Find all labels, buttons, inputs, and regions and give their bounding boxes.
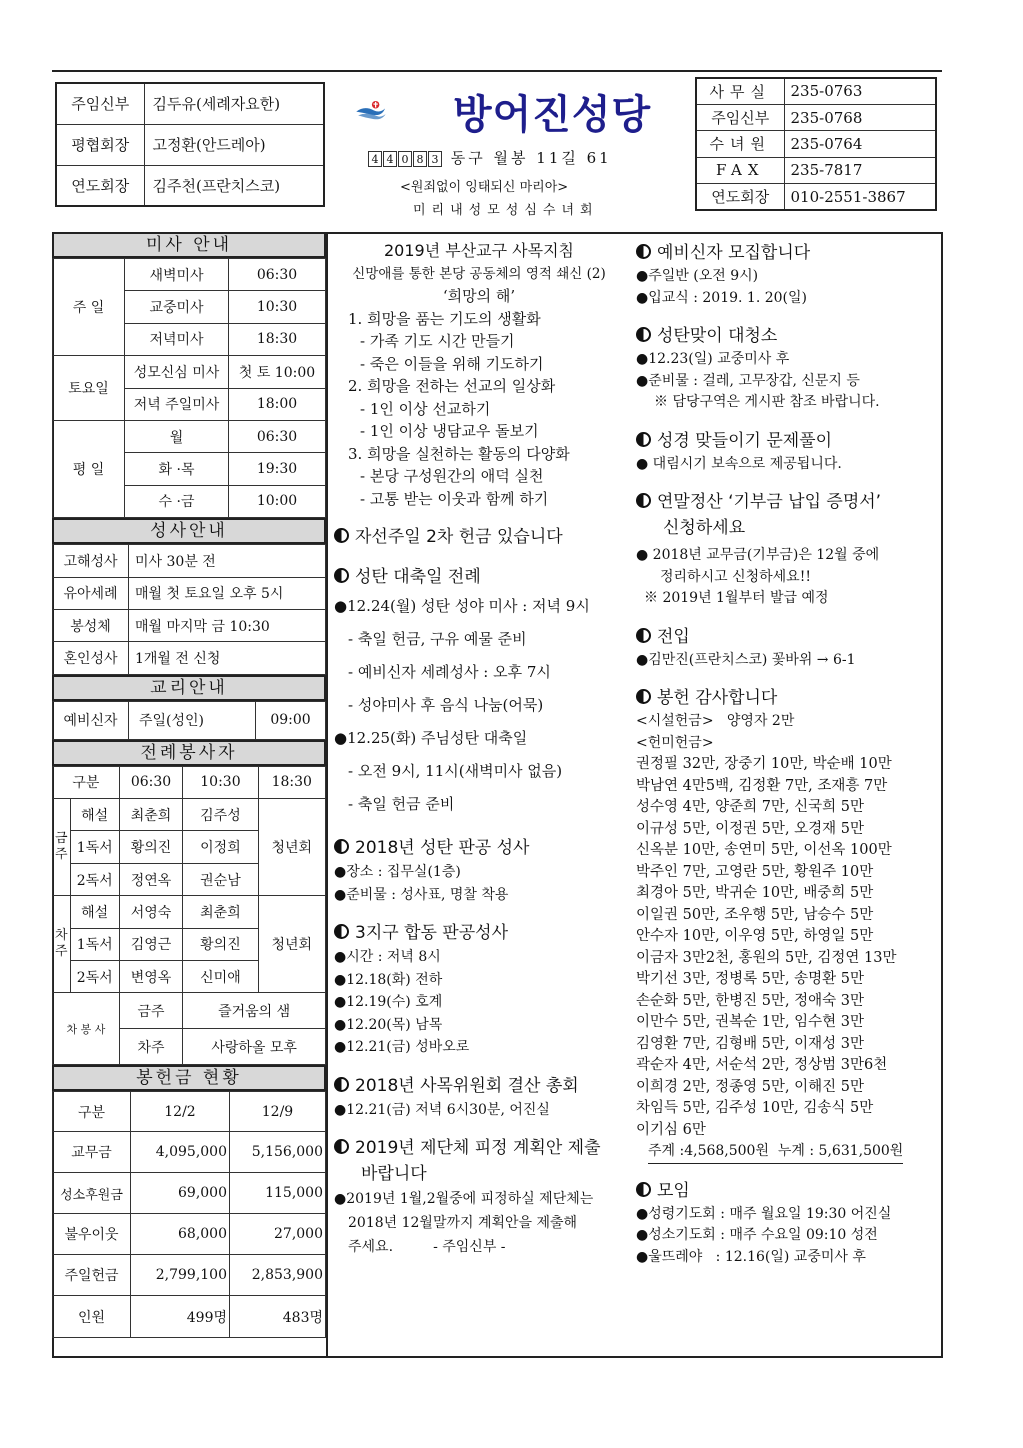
server-role: 해설: [70, 896, 119, 928]
list-item: ●시간 : 저녁 8시: [334, 949, 441, 965]
sacrament-table: [52, 544, 326, 675]
staff-role: 연도회장: [56, 165, 144, 206]
list-item: - 본당 구성원간의 애덕 실천: [360, 467, 544, 485]
heading-text: 성탄 대축일 전례: [355, 567, 481, 587]
mass-table: [52, 258, 326, 518]
table-row: [53, 420, 326, 452]
list-item: ●입교식 : 2019. 1. 20(일): [636, 289, 808, 306]
tea-group: 사랑하올 모후: [183, 1029, 326, 1065]
half-circle-icon: [636, 1182, 651, 1197]
section-heading: [334, 835, 624, 861]
server-role: 해설: [70, 799, 119, 831]
server-name: 서영숙: [119, 896, 183, 928]
offering-amount: 5,156,000: [230, 1132, 326, 1173]
mass-name: 수 ·금: [125, 485, 229, 517]
list-item: ●성소기도회 : 매주 수요일 09:10 성전: [636, 1227, 878, 1243]
section-heading: [636, 1178, 936, 1204]
doctrine-class: 주일(성인): [129, 701, 256, 739]
doctrine-table: [52, 701, 326, 740]
offering-amount: 2,799,100: [131, 1255, 230, 1296]
address: [368, 147, 612, 168]
heading-text: 봉헌 감사합니다: [657, 688, 778, 708]
contact-row: [696, 184, 936, 210]
list-item: ※ 담당구역은 게시판 참조 바랍니다.: [654, 394, 880, 410]
top-rule: [52, 70, 942, 72]
half-circle-icon: [636, 493, 651, 508]
donor-line: 손순화 5만, 한병진 5만, 정애숙 3만: [636, 992, 865, 1009]
list-item: ●12.21(금) 성바오로: [334, 1039, 470, 1055]
section-heading: [334, 920, 624, 946]
list-item: - 오전 9시, 11시(새벽미사 없음): [348, 762, 563, 780]
donor-line: 최경아 5만, 박귀순 10만, 배중희 5만: [636, 885, 874, 901]
heading-text: 신청하세요: [663, 518, 746, 538]
list-item: - 예비신자 세례성사 : 오후 7시: [348, 663, 551, 681]
street-address: 동구 월봉 11길 61: [450, 149, 612, 167]
staff-name: 고정환(안드레아): [144, 124, 324, 165]
donor-line: 이규성 5만, 이정권 5만, 오경재 5만: [636, 820, 865, 837]
contact-row: [696, 131, 936, 157]
half-circle-icon: [636, 244, 651, 259]
half-circle-icon: [334, 1077, 349, 1092]
table-row: [53, 1214, 326, 1255]
contact-label: FAX: [696, 157, 784, 183]
half-circle-icon: [334, 839, 349, 854]
table-row: [53, 642, 326, 674]
heading-text: 예비신자 모집합니다: [657, 243, 811, 263]
server-name: 권순남: [183, 863, 258, 895]
offering-table: [52, 1091, 326, 1338]
server-name: 신미애: [183, 961, 258, 993]
col-header: 18:30: [258, 766, 325, 798]
offering-totals: 주계 :4,568,500원 누계 : 5,631,500원: [648, 1141, 903, 1164]
server-role: 1독서: [70, 928, 119, 960]
zip-digit: 8: [413, 151, 427, 167]
server-name: 정연옥: [119, 863, 183, 895]
tea-label: 차 봉 사: [53, 993, 120, 1065]
list-item: - 축일 헌금 준비: [348, 795, 455, 813]
offering-category: 교무금: [53, 1132, 131, 1173]
staff-name: 김두유(세례자요한): [144, 83, 324, 124]
section-heading: [334, 524, 624, 550]
section-heading: [636, 428, 936, 454]
doctrine-time: 09:00: [256, 701, 326, 739]
list-item: 정리하시고 신청하세요!!: [660, 568, 811, 585]
contact-value: 235-0764: [784, 131, 936, 157]
zip-digit: 0: [398, 151, 412, 167]
week-label: 금주: [53, 799, 71, 896]
facility-offering: <시설헌금> 양영자 2만: [636, 713, 795, 729]
donor-line: 곽순자 4만, 서순석 2만, 정상범 3만6천: [636, 1057, 888, 1073]
contact-value: 235-0763: [784, 78, 936, 104]
mass-time: 19:30: [229, 453, 326, 485]
directive-title: 2019년 부산교구 사목지침: [384, 241, 574, 260]
mass-time: 10:30: [229, 291, 326, 323]
list-item: ●12.21(금) 저녁 6시30분, 어진실: [334, 1101, 550, 1118]
staff-role: 평협회장: [56, 124, 144, 165]
zip-digit: 3: [428, 151, 442, 167]
offering-category: 불우이웃: [53, 1214, 131, 1255]
section-heading: [636, 240, 936, 266]
table-row: [53, 1092, 326, 1132]
col-header: 06:30: [119, 766, 183, 798]
staff-role: 주임신부: [56, 83, 144, 124]
server-name: 김영근: [119, 928, 183, 960]
donor-list: [636, 754, 936, 1141]
mass-name: 저녁미사: [125, 323, 229, 355]
donor-line: 박주인 7만, 고영란 5만, 황원주 10만: [636, 863, 874, 880]
heading-text: 2018년 사목위원회 결산 총회: [355, 1075, 579, 1096]
section-heading: [636, 685, 936, 711]
section-heading: [334, 1135, 624, 1161]
donor-line: 권정필 32만, 장중기 10만, 박순배 10만: [636, 756, 892, 772]
directive-year: ‘희망의 해’: [442, 287, 516, 305]
mass-day: 토요일: [53, 356, 125, 421]
contact-table: [695, 77, 937, 211]
contact-label: 수녀원: [696, 131, 784, 157]
table-row: [53, 1132, 326, 1173]
table-row: [53, 993, 326, 1029]
heading-text: 3지구 합동 판공성사: [355, 923, 508, 943]
table-row: [53, 896, 326, 928]
table-row: [53, 1296, 326, 1338]
mass-time: 06:30: [229, 420, 326, 452]
col-header: 구분: [53, 1092, 131, 1132]
server-group: 청년회: [258, 799, 325, 896]
server-name: 변영옥: [119, 961, 183, 993]
donor-line: 이기심 6만: [636, 1121, 706, 1138]
sacrament-heading: 성사안내: [52, 518, 326, 544]
server-name: 최춘희: [183, 896, 258, 928]
offering-amount: 483명: [230, 1296, 326, 1338]
zip-digit: 4: [383, 151, 397, 167]
list-item: ● 대림시기 보속으로 제공됩니다.: [636, 455, 842, 472]
half-circle-icon: [636, 432, 651, 447]
mass-time: 18:30: [229, 323, 326, 355]
section-heading: [334, 1073, 624, 1099]
sacrament-name: 혼인성사: [53, 642, 129, 674]
list-item: - 축일 헌금, 구유 예물 준비: [348, 630, 527, 648]
col-header: 12/2: [131, 1092, 230, 1132]
sacrament-name: 유아세례: [53, 577, 129, 609]
server-name: 황의진: [119, 831, 183, 863]
donor-line: 성수영 4만, 양준희 7만, 신국희 5만: [636, 799, 865, 815]
staff-row: [56, 124, 324, 165]
list-item: 2018년 12월말까지 계획안을 제출해: [348, 1215, 578, 1231]
heading-text: 모임: [657, 1180, 690, 1201]
heading-text: 전입: [657, 626, 690, 647]
half-circle-icon: [334, 1139, 349, 1154]
mass-name: 교중미사: [125, 291, 229, 323]
offering-category: 성소후원금: [53, 1173, 131, 1214]
staff-row: [56, 83, 324, 124]
server-role: 2독서: [70, 863, 119, 895]
sacrament-name: 고해성사: [53, 545, 129, 577]
left-column: [52, 232, 326, 1338]
contact-label: 연도회장: [696, 184, 784, 210]
list-item: ●김만진(프란치스코) 꽃바위 → 6-1: [636, 651, 856, 668]
offering-category: 인원: [53, 1296, 131, 1338]
server-name: 이정희: [183, 831, 258, 863]
list-item: ●준비물 : 성사표, 명찰 착용: [334, 886, 509, 903]
col-header: 구분: [53, 766, 120, 798]
server-name: 김주성: [183, 799, 258, 831]
contact-value: 235-0768: [784, 104, 936, 130]
offering-heading: 봉헌금 현황: [52, 1065, 326, 1091]
list-item: - 1인 이상 선교하기: [360, 399, 491, 418]
mass-time: 06:30: [229, 259, 326, 291]
donor-line: 신옥분 10만, 송연미 5만, 이선옥 100만: [636, 842, 892, 858]
week-label: 차주: [53, 896, 71, 993]
table-row: [53, 701, 326, 739]
contact-row: [696, 104, 936, 130]
mass-name: 화 ·목: [125, 453, 229, 485]
contact-label: 사무실: [696, 78, 784, 104]
mass-name: 새벽미사: [125, 259, 229, 291]
contact-row: [696, 78, 936, 104]
half-circle-icon: [334, 924, 349, 939]
donor-line: 이희경 2만, 정종영 5만, 이해진 5만: [636, 1078, 865, 1095]
table-row: [53, 766, 326, 798]
week-label: 차주: [119, 1029, 183, 1065]
servers-heading: 전례봉사자: [52, 740, 326, 766]
heading-text: 연말정산 ‘기부금 납입 증명서’: [657, 492, 882, 512]
list-item: 1. 희망을 품는 기도의 생활화: [348, 309, 541, 328]
list-item: ●성령기도회 : 매주 월요일 19:30 어진실: [636, 1205, 892, 1222]
section-heading: [636, 624, 936, 650]
donor-line: 이일권 50만, 조우행 5만, 남승수 5만: [636, 906, 874, 923]
list-item: ●12.23(일) 교중미사 후: [636, 351, 790, 367]
devotion-offering: <헌미헌금>: [636, 734, 714, 751]
list-item: - 가족 기도 시간 만들기: [360, 332, 515, 350]
staff-row: [56, 165, 324, 206]
list-item: - 죽은 이들을 위해 기도하기: [360, 354, 544, 373]
heading-text: 바랍니다: [361, 1164, 427, 1184]
table-row: [53, 356, 326, 388]
server-role: 2독서: [70, 961, 119, 993]
offering-category: 주일헌금: [53, 1255, 131, 1296]
table-row: [53, 577, 326, 609]
list-item: - 1인 이상 냉담교우 돌보기: [360, 422, 539, 440]
donor-line: 이금자 3만2천, 홍원의 5만, 김정연 13만: [636, 949, 897, 966]
donor-line: 김영환 7만, 김형배 5만, 이재성 3만: [636, 1035, 865, 1052]
list-item: 주세요. - 주임신부 -: [348, 1239, 506, 1255]
sacrament-detail: 매월 첫 토요일 오후 5시: [129, 577, 326, 609]
heading-text: 2019년 제단체 피정 계획안 제출: [355, 1138, 601, 1158]
list-item: ●주일반 (오전 9시): [636, 268, 759, 284]
religious-order: 미리내성모성심수녀회: [413, 203, 599, 218]
doctrine-heading: 교리안내: [52, 675, 326, 701]
sacrament-detail: 매월 마지막 금 10:30: [129, 609, 326, 641]
list-item: ●울뜨레야 : 12.16(일) 교중미사 후: [636, 1248, 866, 1265]
list-item: 2. 희망을 전하는 선교의 일상화: [348, 377, 556, 395]
staff-name: 김주천(프란치스코): [144, 165, 324, 206]
tea-group: 즐거움의 샘: [183, 993, 326, 1029]
table-row: [53, 799, 326, 831]
server-name: 황의진: [183, 928, 258, 960]
heading-text: 성탄맞이 대청소: [657, 326, 778, 346]
offering-amount: 27,000: [230, 1214, 326, 1255]
col-header: 12/9: [230, 1092, 326, 1132]
half-circle-icon: [636, 327, 651, 342]
server-role: 1독서: [70, 831, 119, 863]
sacrament-name: 봉성체: [53, 609, 129, 641]
section-heading: [636, 489, 936, 515]
mass-name: 월: [125, 420, 229, 452]
contact-value: 235-7817: [784, 157, 936, 183]
half-circle-icon: [636, 689, 651, 704]
contact-row: [696, 157, 936, 183]
zip-digit: 4: [368, 151, 382, 167]
column-divider: [326, 232, 328, 1358]
table-row: [53, 545, 326, 577]
right-column: [636, 240, 936, 1268]
church-name: 방어진성당: [453, 92, 652, 138]
list-item: ●12.25(화) 주님성탄 대축일: [334, 729, 528, 747]
offering-amount: 4,095,000: [131, 1132, 230, 1173]
list-item: ● 2018년 교무금(기부금)은 12월 중에: [636, 547, 880, 563]
server-name: 최춘희: [119, 799, 183, 831]
col-header: 10:30: [183, 766, 258, 798]
donor-line: 박남연 4만5백, 김정환 7만, 조재흥 7만: [636, 777, 888, 794]
list-item: ●장소 : 집무실(1층): [334, 864, 461, 880]
motto: <원죄없이 잉태되신 마리아>: [400, 180, 569, 195]
directive-subtitle: 신망애를 통한 본당 공동체의 영적 쇄신 (2): [352, 265, 606, 282]
list-item: ※ 2019년 1월부터 발급 예정: [644, 590, 829, 606]
list-item: 3. 희망을 실천하는 활동의 다양화: [348, 444, 570, 463]
offering-amount: 2,853,900: [230, 1255, 326, 1296]
list-item: ●12.20(목) 남목: [334, 1016, 443, 1033]
contact-label: 주임신부: [696, 104, 784, 130]
servers-table: [52, 766, 326, 1066]
mass-heading: 미사 안내: [52, 232, 326, 258]
heading-text: 2018년 성탄 판공 성사: [355, 838, 530, 858]
offering-amount: 68,000: [131, 1214, 230, 1255]
sacrament-detail: 미사 30분 전: [129, 545, 326, 577]
half-circle-icon: [334, 568, 349, 583]
mass-time: 18:00: [229, 388, 326, 420]
mass-time: 10:00: [229, 485, 326, 517]
table-row: [53, 609, 326, 641]
week-label: 금주: [119, 993, 183, 1029]
heading-text: 성경 맞들이기 문제풀이: [657, 430, 833, 451]
donor-line: 박기선 3만, 정병록 5만, 송명환 5만: [636, 971, 865, 987]
list-item: - 성야미사 후 음식 나눔(어묵): [348, 696, 544, 714]
offering-amount: 115,000: [230, 1173, 326, 1214]
list-item: ●12.18(화) 전하: [334, 971, 443, 988]
half-circle-icon: [636, 628, 651, 643]
table-row: [53, 1255, 326, 1296]
christmas-list: [334, 590, 624, 821]
church-logo: [355, 80, 455, 140]
half-circle-icon: [334, 528, 349, 543]
list-item: ●12.19(수) 호계: [334, 994, 443, 1010]
list-item: - 고통 받는 이웃과 함께 하기: [360, 489, 549, 508]
mass-day: 주 일: [53, 259, 125, 356]
mass-name: 성모신심 미사: [125, 356, 229, 388]
mass-day: 평 일: [53, 420, 125, 517]
contact-value: 010-2551-3867: [784, 184, 936, 210]
donor-line: 안수자 10만, 이우영 5만, 하영일 5만: [636, 928, 874, 944]
list-item: ●12.24(월) 성탄 성야 미사 : 저녁 9시: [334, 597, 590, 615]
table-row: [53, 259, 326, 291]
offering-amount: 69,000: [131, 1173, 230, 1214]
list-item: ●2019년 1월,2월중에 피정하실 제단체는: [334, 1191, 594, 1207]
section-heading: [334, 564, 624, 590]
table-row: [53, 1173, 326, 1214]
donor-line: 이만수 5만, 권복순 1만, 임수현 3만: [636, 1014, 865, 1030]
section-heading: [636, 323, 936, 349]
list-item: ●준비물 : 걸레, 고무장갑, 신문지 등: [636, 372, 860, 389]
donor-line: 차임득 5만, 김주성 10만, 김송식 5만: [636, 1100, 874, 1116]
staff-table: [55, 82, 325, 207]
middle-column: [334, 240, 624, 1259]
heading-text: 자선주일 2차 헌금 있습니다: [355, 527, 563, 547]
mass-time: 첫 토 10:00: [229, 356, 326, 388]
mass-name: 저녁 주일미사: [125, 388, 229, 420]
offering-amount: 499명: [131, 1296, 230, 1338]
sacrament-detail: 1개월 전 신청: [129, 642, 326, 674]
server-group: 청년회: [258, 896, 325, 993]
doctrine-name: 예비신자: [53, 701, 129, 739]
